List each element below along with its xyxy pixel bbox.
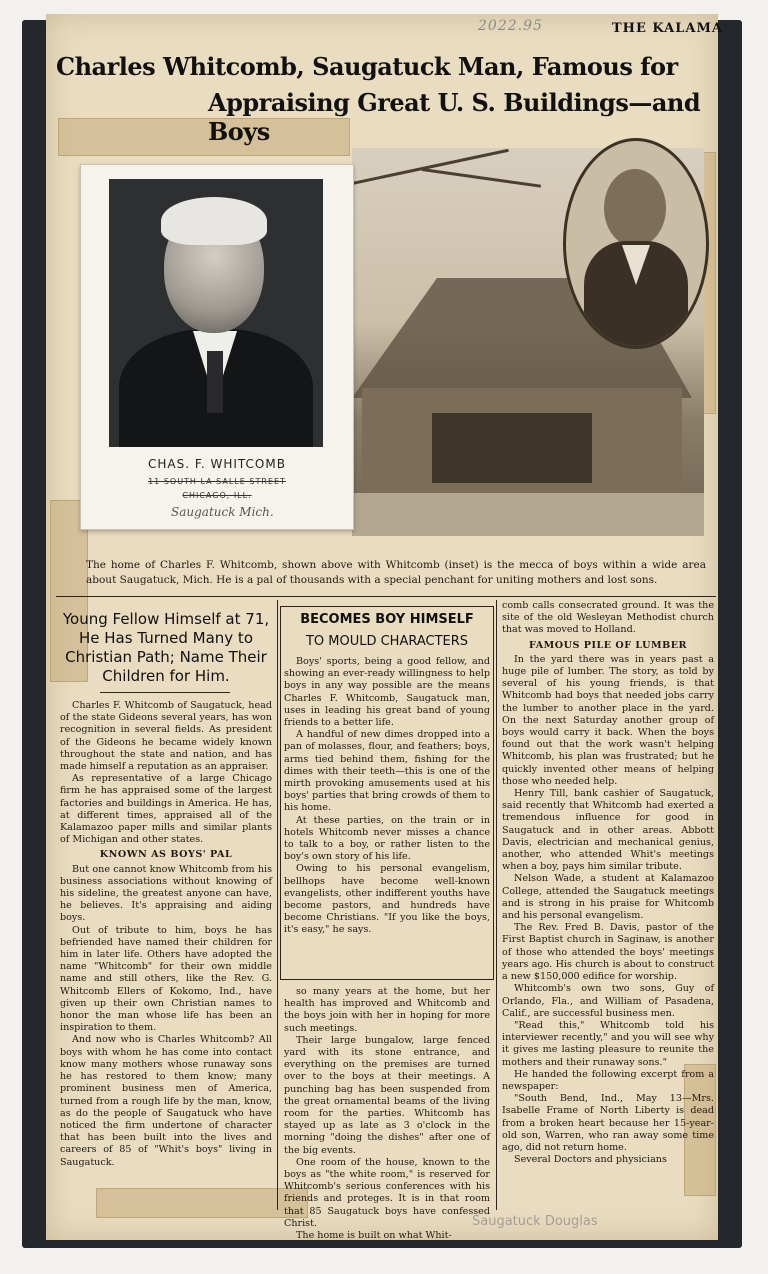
paragraph: Nelson Wade, a student at Kalamazoo College, attended the Saugatuck meetings and is strong in his praise for Whitcomb and his personal evangelism.: [502, 873, 714, 922]
column2-body: [284, 656, 490, 937]
paragraph: But one cannot know Whitcomb from his business associations without knowing of his sideline, the greatest anyone can have, he believes. It's appraising and aiding boys.: [60, 863, 272, 924]
lawn: [352, 493, 704, 536]
column1-deck: Young Fellow Himself at 71, He Has Turned Many to Christian Path; Name Their Children for Him.: [62, 610, 270, 685]
card-name: CHAS. F. WHITCOMB: [148, 457, 286, 471]
inset-portrait: [563, 138, 709, 349]
tree-branch: [422, 168, 541, 188]
paragraph: "Read this," Whitcomb told his interviewer recently," and you will see why it gives me lasting pleasure to reunite the mothers and their runaway sons.": [502, 1019, 714, 1068]
paragraph: Out of tribute to him, boys he has befriended have named their children for him in later life. Others have adopted the name "Whitcomb" for their own middle name and still others, like the Rev. G. Whitcomb Ellers of Kokomo, Ind., have given up their own Christian names to honor the man whose life has been an inspiration to them.: [60, 924, 272, 1034]
paragraph: Charles F. Whitcomb of Saugatuck, head of the state Gideons several years, has won recognition in several fields. As president of the Gideons he became widely known throughout the state and nation, and has made himself a reputation as an appraiser.: [60, 700, 272, 773]
column-rule-1: [277, 600, 278, 1210]
caption-rule: [56, 596, 716, 597]
paragraph: The home is built on what Whit-: [296, 1230, 452, 1242]
watermark: Saugatuck Douglas: [472, 1214, 598, 1229]
house-porch: [432, 413, 592, 483]
paragraph: "South Bend, Ind., May 13—Mrs. Isabelle Frame of North Liberty is dead from a broken heart because her 15-year-old son, Warren, who ran away some time ago, did not return home.: [502, 1093, 714, 1153]
subhead: KNOWN AS BOYS' PAL: [99, 849, 233, 861]
column1-body: [60, 700, 272, 1169]
paragraph: so many years at the home, but her health has improved and Whitcomb and the boys join with her in hoping for more such meetings.: [284, 986, 490, 1034]
column2-continued: [284, 986, 490, 1242]
subhead: FAMOUS PILE OF LUMBER: [528, 639, 687, 651]
card-portrait-tie: [207, 351, 223, 413]
card-portrait-photo: [109, 179, 323, 447]
paragraph: And now who is Charles Whitcomb? All boys with whom he has come into contact know many mothers whose runaway sons he has restored to them know; many prominent business men of America, turned from a rough life by the man, know, as do the people of Saugatuck who have noticed the firm undertone of character that has been built into the lives and careers of 85 of "Whit's boys" living in Saugatuck.: [60, 1034, 272, 1168]
paragraph: A handful of new dimes dropped into a pan of molasses, flour, and feathers; boys, arms tied behind them, fishing for the dimes with their teeth—this is one of the mirth provoking amusements used at his boys' parties that bring crowds of them to his home.: [284, 729, 490, 814]
paragraph: Whitcomb's own two sons, Guy of Orlando, Fla., and William of Pasadena, Calif., are successful business men.: [502, 983, 714, 1019]
paragraph: One room of the house, known to the boys as "the white room," is reserved for Whitcomb's serious conferences with his friends and proteges. It is in that room that 85 Saugatuck boys have confessed Christ.: [284, 1156, 490, 1229]
card-handwriting: Saugatuck Mich.: [171, 505, 274, 519]
paragraph: He handed the following excerpt from a newspaper:: [502, 1068, 714, 1092]
paragraph: Boys' sports, being a good fellow, and showing an ever-ready willingness to help boys in any way possible are the means Charles F. Whitcomb, Saugatuck man, uses in leading his great band of young friends to a better life.: [284, 656, 490, 729]
paragraph: In the yard there was in years past a huge pile of lumber. The story, as told by several of his young friends, is that Whitcomb had boys that needed jobs carry the lumber to another place in the yard. On the next Saturday another group of boys would carry it back. When the boys found out that the work wasn't helping Whitcomb, his plan was frustrated; but he quickly invented other means of helping those who needed help.: [502, 653, 714, 787]
card-address-street: 11 SOUTH LA SALLE STREET: [148, 477, 286, 486]
masthead: THE KALAMA: [612, 21, 723, 36]
headline-line1: Charles Whitcomb, Saugatuck Man, Famous for: [56, 52, 678, 81]
card-portrait-hair: [161, 197, 267, 245]
headline-line2: Appraising Great U. S. Buildings—and Boys: [208, 88, 701, 146]
photo-caption: The home of Charles F. Whitcomb, shown above with Whitcomb (inset) is the mecca of boys within a wide area about Saugatuck, Mich. He is a pal of thousands with a special penchant for uniting mothers and lost sons.: [86, 559, 706, 586]
column-rule-2: [496, 600, 497, 1210]
deck-rule: [100, 692, 230, 693]
paragraph: Their large bungalow, large fenced yard with its stone entrance, and everything on the premises are turned over to the boys at their meetings. A punching bag has been suspended from the great ornamental beams of the living room for the parties. Whitcomb has stayed up as late as 3 o'clock in the morning "doing the dishes" after one of the big events.: [284, 1034, 490, 1156]
paragraph: Several Doctors and physicians: [514, 1154, 667, 1166]
card-address-city: CHICAGO, ILL.: [182, 491, 252, 500]
accession-note: 2022.95: [478, 18, 543, 34]
column3-body: [502, 600, 714, 1166]
business-card: [80, 164, 354, 530]
portrait-head: [604, 169, 666, 247]
column2-deck-line2: TO MOULD CHARACTERS: [305, 634, 469, 649]
paragraph: Owing to his personal evangelism, bellhops have become well-known evangelists, other indifferent youths have become pastors, and hundreds have become Christians. "If you like the boys, it's easy," he says.: [284, 863, 490, 936]
paragraph: As representative of a large Chicago firm he has appraised some of the largest factories and buildings in America. He has, at different times, appraised all of the Kalamazoo paper mills and similar plants of Michigan and other states.: [60, 773, 272, 846]
paragraph: At these parties, on the train or in hotels Whitcomb never misses a chance to talk to a boy, or rather listen to the boy's own story of his life.: [284, 814, 490, 863]
paragraph: comb calls consecrated ground. It was the site of the old Wesleyan Methodist church that was moved to Holland.: [502, 600, 714, 636]
paragraph: Henry Till, bank cashier of Saugatuck, said recently that Whitcomb had exerted a tremendous influence for good in Saugatuck and in other areas. Abbott Davis, electrician and mechanical genius, another, who attended Whit's meetings when a boy, pays him similar tribute.: [502, 788, 714, 873]
paragraph: The Rev. Fred B. Davis, pastor of the First Baptist church in Saginaw, is another of those who attended the boys' meetings years ago. His church is about to construct a new $150,000 edifice for worship.: [502, 922, 714, 983]
column2-deck-line1: BECOMES BOY HIMSELF: [300, 612, 474, 627]
